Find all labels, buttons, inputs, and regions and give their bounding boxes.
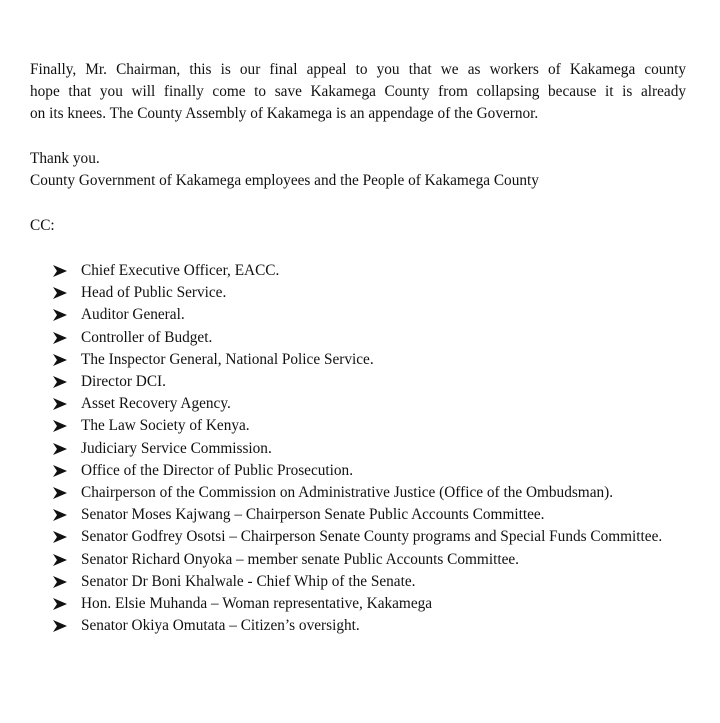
signatory-text: County Government of Kakamega employees and the People of Kakamega County <box>30 172 539 189</box>
arrowhead-bullet-icon <box>53 509 67 521</box>
cc-recipient-item <box>0 460 686 482</box>
cc-recipient-text: Head of Public Service. <box>81 284 227 302</box>
cc-recipient-text: Hon. Elsie Muhanda – Woman representative, Kakamega <box>81 595 433 613</box>
cc-recipient-text: Senator Richard Onyoka – member senate Public Accounts Committee. <box>81 550 519 568</box>
cc-recipient-text: The Law Society of Kenya. <box>81 417 250 435</box>
cc-recipient-item <box>0 549 686 571</box>
cc-recipient-item <box>0 393 686 415</box>
cc-recipient-item <box>0 349 686 371</box>
arrowhead-bullet-icon <box>53 398 67 410</box>
cc-recipient-text: Controller of Budget. <box>81 328 213 346</box>
arrowhead-bullet-icon <box>53 265 67 277</box>
cc-recipient-item <box>0 504 686 526</box>
cc-label: CC: <box>30 217 55 234</box>
cc-recipient-item <box>0 615 686 637</box>
arrowhead-bullet-icon <box>53 620 67 632</box>
cc-recipient-item <box>0 593 686 615</box>
cc-recipient-item <box>0 304 686 326</box>
cc-recipient-text: Director DCI. <box>81 373 166 391</box>
arrowhead-bullet-icon <box>53 576 67 588</box>
cc-recipient-item <box>0 438 686 460</box>
cc-recipient-item <box>0 571 686 593</box>
cc-recipient-list <box>0 260 720 637</box>
cc-recipient-text: Senator Godfrey Osotsi – Chairperson Senate County programs and Special Funds Committee. <box>81 528 663 546</box>
arrowhead-bullet-icon <box>53 376 67 388</box>
cc-recipient-text: Senator Okiya Omutata – Citizen’s oversight. <box>81 617 360 635</box>
arrowhead-bullet-icon <box>53 354 67 366</box>
cc-recipient-text: Chief Executive Officer, EACC. <box>81 262 280 279</box>
cc-recipient-text: Judiciary Service Commission. <box>81 439 272 457</box>
arrowhead-bullet-icon <box>53 554 67 566</box>
arrowhead-bullet-icon <box>53 420 67 432</box>
arrowhead-bullet-icon <box>53 309 67 321</box>
cc-recipient-text: Senator Moses Kajwang – Chairperson Senate Public Accounts Committee. <box>81 506 545 524</box>
cc-recipient-text: Asset Recovery Agency. <box>81 395 231 413</box>
sign-off <box>30 148 686 192</box>
arrowhead-bullet-icon <box>53 332 67 344</box>
cc-recipient-item <box>0 482 686 504</box>
cc-recipient-text: Office of the Director of Public Prosecution. <box>81 461 354 479</box>
paragraph-line: hope that you will finally come to save Kakamega County from collapsing because it is already <box>30 83 686 100</box>
cc-recipient-item <box>0 371 686 393</box>
cc-recipient-item <box>0 415 686 437</box>
cc-recipient-text: The Inspector General, National Police Service. <box>81 350 374 368</box>
arrowhead-bullet-icon <box>53 531 67 543</box>
cc-recipient-text: Senator Dr Boni Khalwale - Chief Whip of the Senate. <box>81 572 416 590</box>
paragraph-line: Finally, Mr. Chairman, this is our final appeal to you that we as workers of Kakamega county <box>30 61 686 78</box>
arrowhead-bullet-icon <box>53 443 67 455</box>
closing-appeal-paragraph <box>30 59 686 125</box>
cc-recipient-text: Chairperson of the Commission on Administrative Justice (Office of the Ombudsman). <box>81 484 614 502</box>
cc-recipient-text: Auditor General. <box>81 306 185 324</box>
paragraph-line: on its knees. The County Assembly of Kakamega is an appendage of the Governor. <box>30 105 539 122</box>
cc-recipient-item <box>0 282 686 304</box>
arrowhead-bullet-icon <box>53 598 67 610</box>
cc-recipient-item <box>0 327 686 349</box>
arrowhead-bullet-icon <box>53 287 67 299</box>
cc-recipient-item <box>0 260 686 282</box>
arrowhead-bullet-icon <box>53 487 67 499</box>
arrowhead-bullet-icon <box>53 465 67 477</box>
cc-recipient-item <box>0 526 686 548</box>
thank-you-text: Thank you. <box>30 150 100 167</box>
